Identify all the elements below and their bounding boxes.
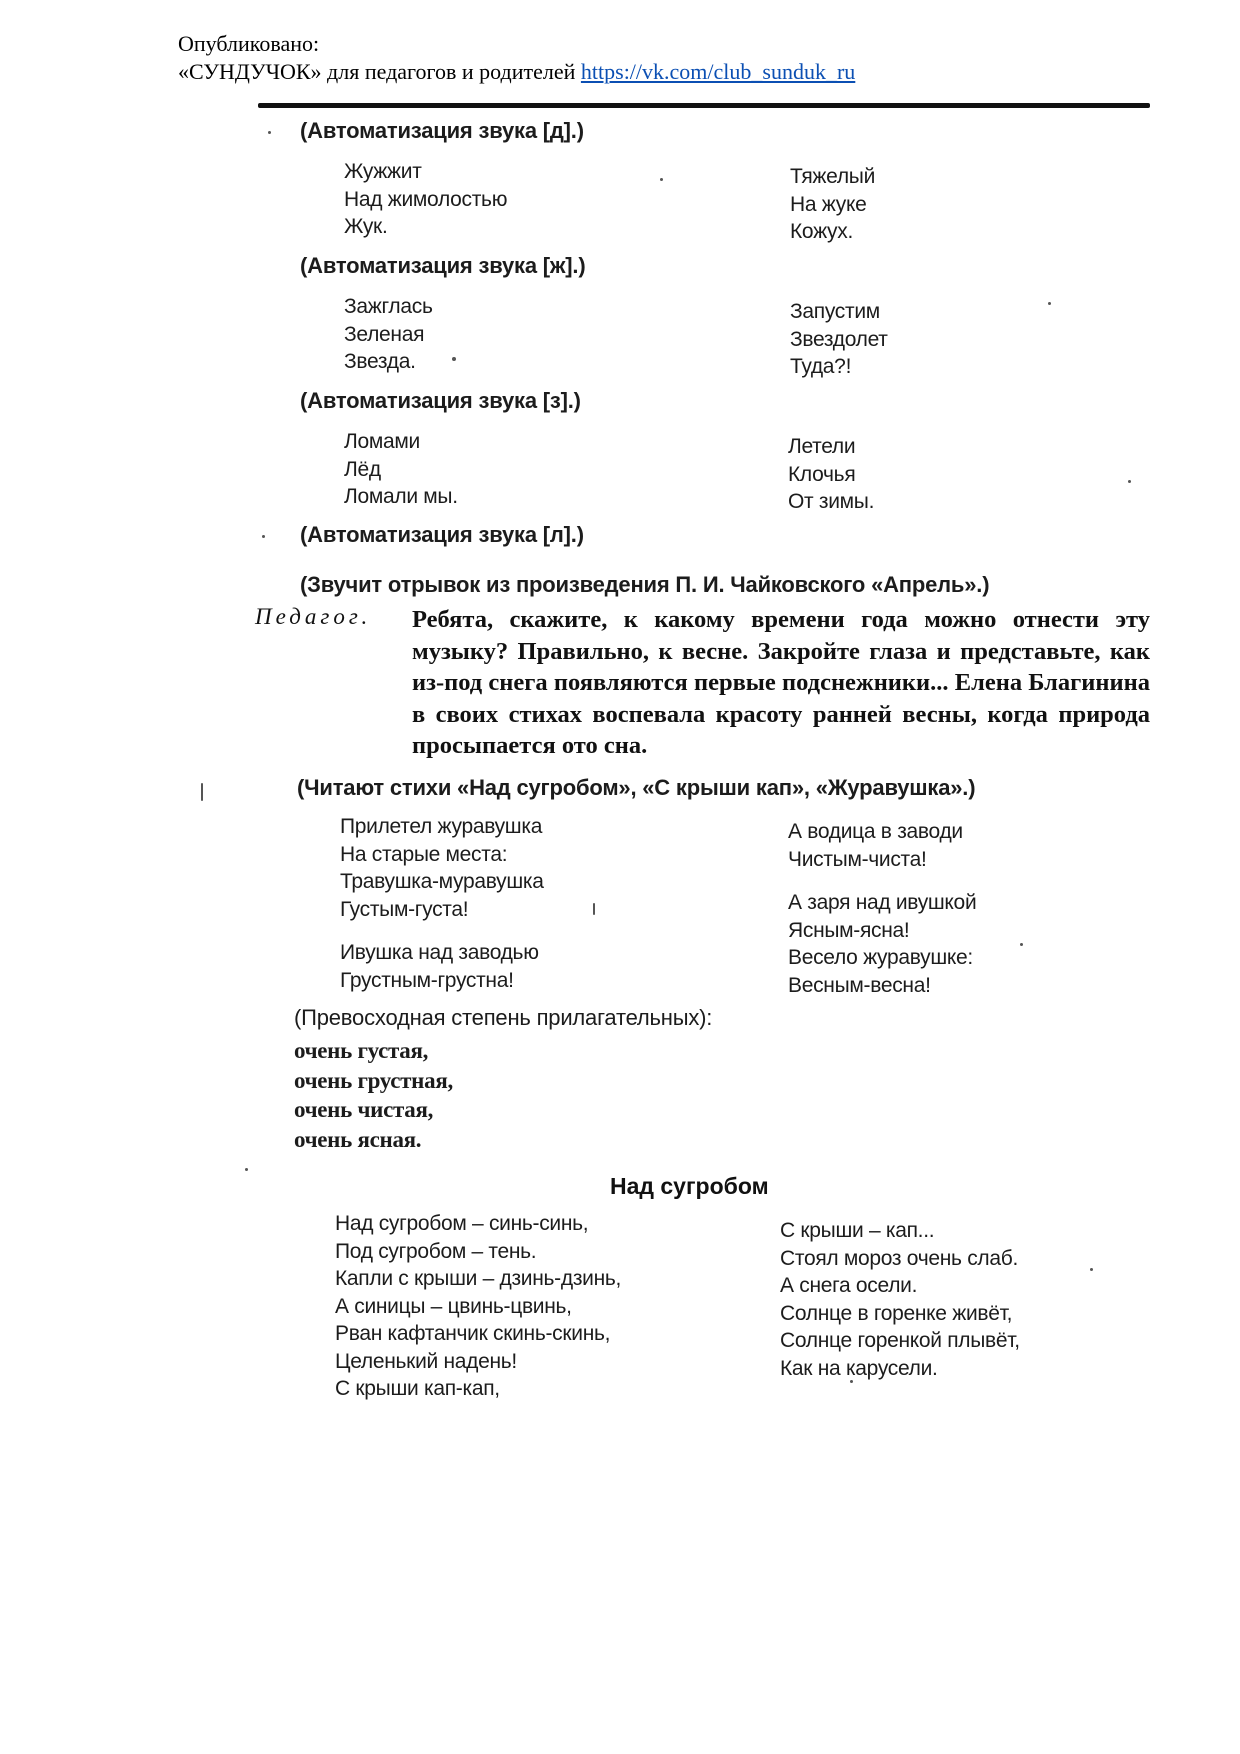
scan-speck [245, 1168, 248, 1171]
verse-line: Грустным-грустна! [340, 968, 514, 992]
stanza-gap [340, 923, 544, 939]
publication-header [178, 30, 855, 86]
published-label: Опубликовано: [178, 31, 320, 56]
verse-line: Летели [788, 435, 856, 458]
verse-line: Жук. [344, 215, 388, 238]
verse-line: С крыши – кап... [780, 1219, 935, 1242]
verse-line: Клочья [788, 462, 856, 486]
verse-line: Весным-весна! [788, 973, 931, 997]
note-superlative: (Превосходная степень прилагательных): [294, 1005, 713, 1030]
publisher-name: «СУНДУЧОК» для педагогов и родителей [178, 59, 576, 84]
verse-line: Чистым-чиста! [788, 847, 927, 871]
superlative-item: очень чистая, [294, 1097, 434, 1122]
verse-zh-right [790, 298, 888, 381]
superlative-item: очень ясная. [294, 1126, 422, 1152]
verse-line: С крыши кап-кап, [335, 1377, 500, 1400]
verse-d-right [790, 163, 875, 246]
verse-line: Жужжит [344, 160, 422, 183]
verse-line: От зимы. [788, 490, 875, 513]
verse-line: А заря над ивушкой [788, 891, 977, 914]
verse-line: Над сугробом – синь-синь, [335, 1212, 589, 1235]
scan-speck [262, 535, 265, 538]
verse-z-right [788, 433, 874, 516]
teacher-speech: Ребята, скажите, к какому времени года можно отнести эту музыку? Правильно, к весне. Закройте глаза и представьте, как из-под снега появляются первые подснежники... Елена Благинина в своих стихах воспевала красоту ранней весны, когда природа просыпается ото сна. [412, 606, 1150, 759]
verse-line: Ивушка над заводью [340, 941, 539, 964]
verse-line: На жуке [790, 192, 867, 216]
scan-speck [1020, 943, 1023, 946]
poem-right [780, 1217, 1020, 1382]
scan-speck [1090, 1268, 1093, 1271]
verse-line: Густым-густа! [340, 897, 469, 921]
verse-line: Как на карусели. [780, 1356, 938, 1380]
verse-line: Звезда. [344, 350, 416, 373]
publisher-link[interactable]: https://vk.com/club_sunduk_ru [580, 59, 856, 84]
verse-line: Целенький надень! [335, 1349, 517, 1373]
scan-speck [850, 1380, 853, 1383]
publisher-line [178, 58, 855, 86]
scan-speck [268, 131, 271, 134]
scan-speck [660, 178, 663, 181]
verse-line: А синицы – цвинь-цвинь, [335, 1294, 572, 1318]
verse-line: Запустим [790, 300, 880, 323]
scan-speck [1048, 302, 1051, 305]
note-reading: (Читают стихи «Над сугробом», «С крыши кап», «Журавушка».) [297, 775, 976, 800]
verse-line: Лёд [344, 457, 381, 481]
verse-line: Ломали мы. [344, 485, 458, 508]
zhuravushka-right [788, 818, 976, 999]
verse-line: Солнце горенкой плывёт, [780, 1329, 1020, 1352]
note-sound-zh: (Автоматизация звука [ж].) [300, 253, 586, 278]
zhuravushka-left [340, 813, 544, 994]
superlative-list [294, 1036, 453, 1154]
speaker-label: Педагог. [255, 604, 372, 629]
poem-title: Над сугробом [610, 1173, 769, 1199]
verse-line: Солнце в горенке живёт, [780, 1301, 1013, 1325]
scan-speck [452, 357, 456, 361]
poem-left [335, 1210, 621, 1403]
header-divider [258, 103, 1150, 108]
verse-line: Стоял мороз очень слаб. [780, 1246, 1018, 1270]
superlative-item: очень грустная, [294, 1067, 453, 1093]
verse-line: Прилетел журавушка [340, 815, 543, 838]
verse-line: Ясным-ясна! [788, 918, 910, 942]
note-sound-l: (Автоматизация звука [л].) [300, 522, 584, 547]
verse-line: Зажглась [344, 295, 433, 318]
scan-speck [1128, 480, 1131, 483]
verse-line: А водица в заводи [788, 820, 963, 843]
verse-d-left [344, 158, 507, 241]
verse-line: Над жимолостью [344, 187, 508, 211]
verse-line: Травушка-муравушка [340, 870, 544, 893]
scan-speck [593, 903, 595, 915]
verse-line: Кожух. [790, 220, 853, 243]
note-sound-d: (Автоматизация звука [д].) [300, 118, 584, 143]
superlative-item: очень густая, [294, 1038, 429, 1063]
note-sound-z: (Автоматизация звука [з].) [300, 388, 581, 413]
verse-line: Ломами [344, 430, 420, 453]
verse-line: А снега осели. [780, 1274, 918, 1297]
verse-line: Рван кафтанчик скинь-скинь, [335, 1322, 611, 1345]
verse-line: Капли с крыши – дзинь-дзинь, [335, 1267, 622, 1290]
verse-z-left [344, 428, 458, 511]
verse-line: Тяжелый [790, 165, 876, 188]
verse-line: Под сугробом – тень. [335, 1239, 537, 1263]
verse-line: Туда?! [790, 355, 852, 378]
verse-zh-left [344, 293, 433, 376]
verse-line: На старые места: [340, 842, 508, 866]
stanza-gap [788, 873, 976, 889]
verse-line: Зеленая [344, 322, 425, 346]
verse-line: Весело журавушке: [788, 946, 973, 969]
scan-speck [201, 783, 203, 801]
note-music: (Звучит отрывок из произведения П. И. Чайковского «Апрель».) [300, 572, 990, 597]
verse-line: Звездолет [790, 327, 888, 351]
